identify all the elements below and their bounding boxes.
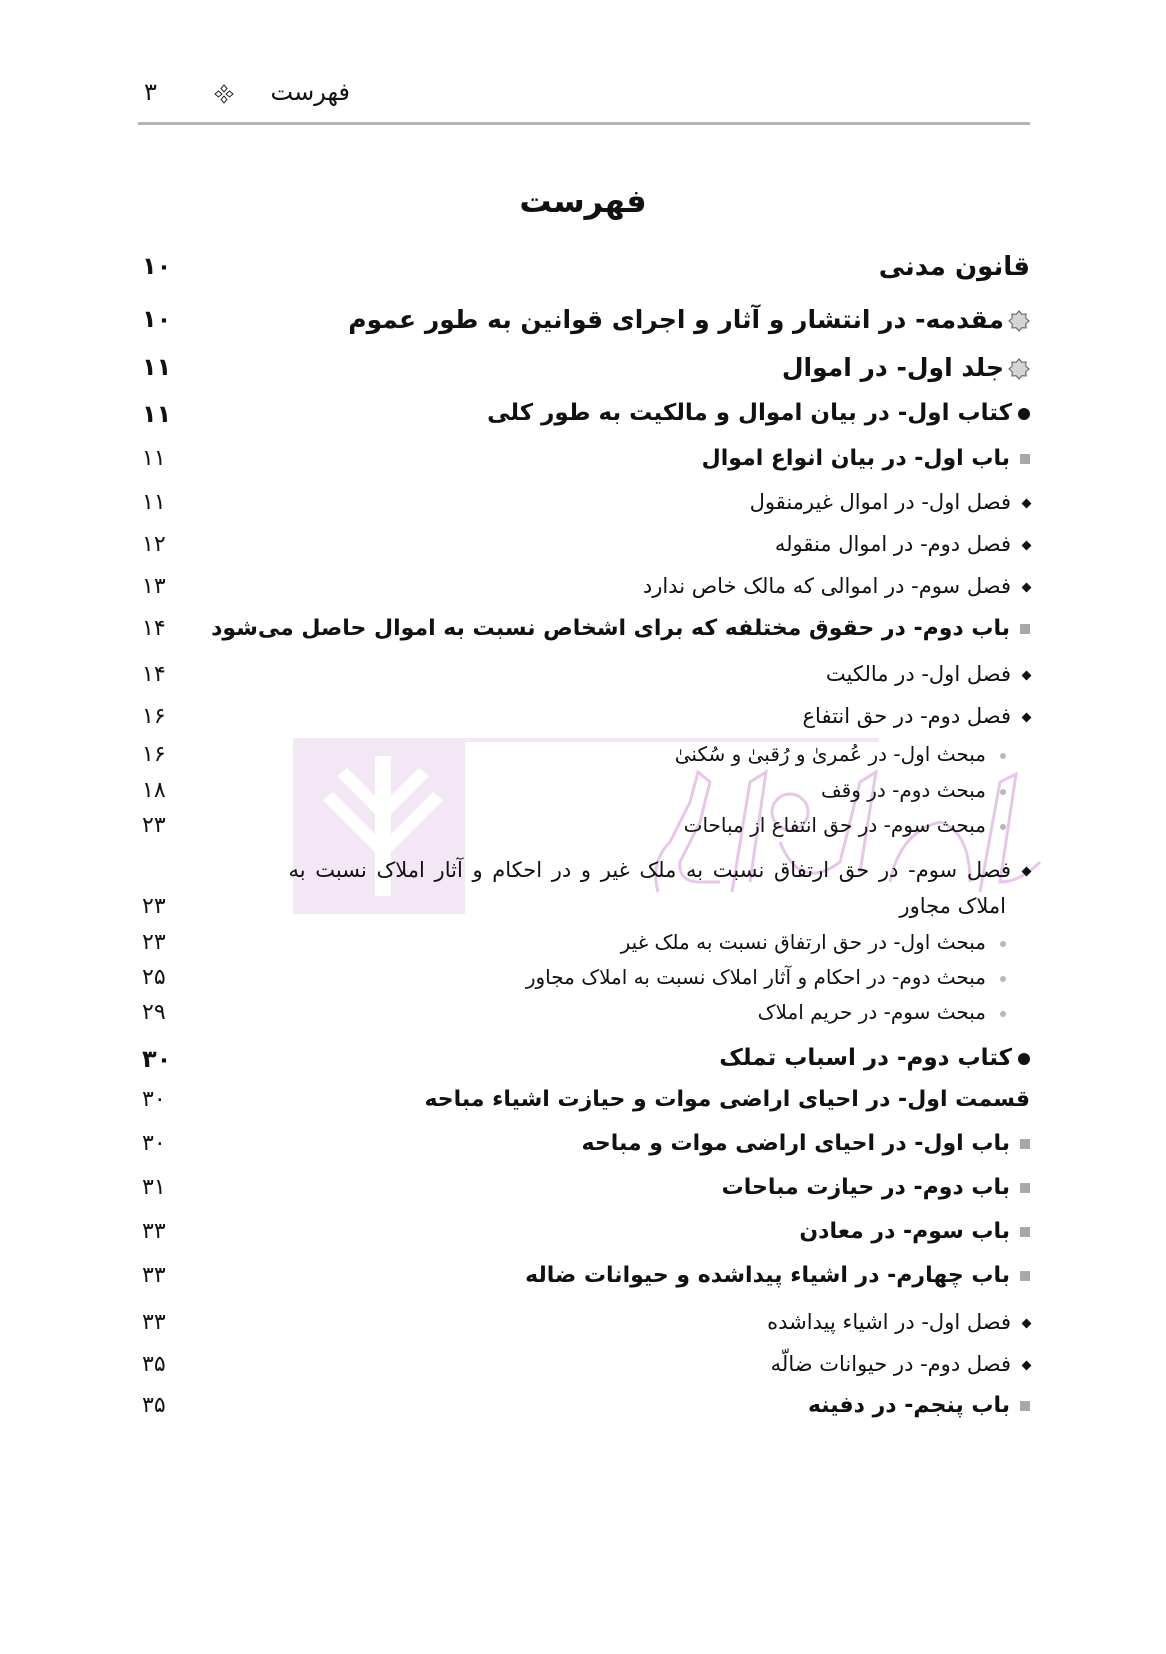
toc-entry-label: باب اول- در احیای اراضی موات و مباحه	[581, 1131, 1010, 1156]
toc-entry-label: قسمت اول- در احیای اراضی موات و حیازت اشیاء مباحه	[424, 1087, 1030, 1112]
toc-entry-label: مبحث اول- در حق ارتفاق نسبت به ملک غیر	[620, 930, 986, 954]
four-diamond-ornament-icon	[214, 84, 234, 104]
small-dot-icon	[1000, 941, 1006, 947]
small-dot-icon	[1000, 976, 1006, 982]
running-title: فهرست	[270, 78, 350, 106]
toc-entry-page: ۱۴	[142, 616, 166, 641]
toc-entry-label-continued: املاک مجاور	[899, 894, 1006, 918]
gray-square-icon	[1020, 1183, 1030, 1193]
toc-entry-page: ۱۰	[142, 305, 172, 333]
diamond-icon	[1022, 498, 1032, 508]
toc-entry-page: ۱۱	[142, 400, 172, 428]
diamond-icon	[1022, 1318, 1032, 1328]
toc-entry-label: مبحث دوم- در احکام و آثار املاک نسبت به املاک مجاور	[525, 965, 986, 989]
running-header	[138, 78, 1030, 118]
toc-entry-label: مبحث اول- در عُمریٰ و رُقبیٰ و سُکنیٰ	[674, 742, 986, 766]
toc-entry-label: جلد اول- در اموال	[781, 353, 1004, 382]
gray-square-icon	[1020, 1139, 1030, 1149]
toc-entry-label: فصل اول- در اموال غیرمنقول	[749, 490, 1011, 514]
toc-entry-label: باب سوم- در معادن	[799, 1219, 1010, 1244]
toc-entry-label: قانون مدنی	[878, 252, 1030, 282]
toc-entry-label: باب دوم- در حقوق مختلفه که برای اشخاص نسبت به اموال حاصل می‌شود	[211, 616, 1010, 641]
small-dot-icon	[1000, 789, 1006, 795]
toc-entry-page: ۱۶	[142, 742, 166, 767]
page-title: فهرست	[519, 182, 647, 220]
header-divider	[138, 122, 1030, 125]
toc-entry-label: فصل سوم- در اموالی که مالک خاص ندارد	[642, 574, 1011, 598]
toc-entry-label: کتاب دوم- در اسباب تملک	[719, 1045, 1012, 1071]
toc-entry-label: باب چهارم- در اشیاء پیداشده و حیوانات ضاله	[525, 1263, 1010, 1288]
toc-entry-page: ۳۵	[142, 1352, 166, 1377]
toc-entry-page: ۱۸	[142, 778, 166, 803]
gray-square-icon	[1020, 454, 1030, 464]
filled-circle-icon	[1018, 408, 1030, 420]
toc-entry-page: ۳۰	[142, 1087, 166, 1112]
filled-circle-icon	[1018, 1053, 1030, 1065]
gray-square-icon	[1020, 1401, 1030, 1411]
toc-entry-page: ۲۳	[142, 930, 166, 955]
toc-entry-label: باب دوم- در حیازت مباحات	[721, 1175, 1010, 1200]
toc-entry-page: ۱۱	[142, 446, 166, 471]
toc-entry-page: ۱۱	[142, 490, 166, 515]
toc-entry-label: باب پنجم- در دفینه	[807, 1393, 1010, 1418]
toc-entry-label: مبحث سوم- در حق انتفاع از مباحات	[683, 813, 986, 837]
toc-entry-label: فصل اول- در مالکیت	[825, 662, 1011, 686]
toc-entry-page: ۲۳	[142, 894, 166, 919]
gray-square-icon	[1020, 624, 1030, 634]
toc-entry-page: ۱۳	[142, 574, 166, 599]
star-octagon-icon	[1008, 310, 1030, 332]
diamond-icon	[1022, 540, 1032, 550]
toc-entry-page: ۳۰	[142, 1045, 172, 1073]
small-dot-icon	[1000, 824, 1006, 830]
toc-entry-label: فصل دوم- در اموال منقوله	[774, 532, 1011, 556]
toc-entry-label: فصل اول- در اشیاء پیداشده	[767, 1310, 1011, 1334]
toc-entry-page: ۱۱	[142, 353, 172, 381]
toc-entry-label: فصل دوم- در حیوانات ضالّه	[770, 1352, 1011, 1376]
toc-entry-page: ۲۹	[142, 1000, 166, 1025]
toc-entry-label: فصل دوم- در حق انتفاع	[802, 704, 1011, 728]
toc-entry-page: ۳۰	[142, 1131, 166, 1156]
gray-square-icon	[1020, 1271, 1030, 1281]
small-dot-icon	[1000, 1011, 1006, 1017]
toc-entry-page: ۱۶	[142, 704, 166, 729]
diamond-icon	[1022, 670, 1032, 680]
small-dot-icon	[1000, 753, 1006, 759]
toc-entry-label: فصل سوم- در حق ارتفاق نسبت به ملک غیر و در احکام و آثار املاک نسبت به	[288, 858, 1011, 882]
toc-entry-label: مقدمه- در انتشار و آثار و اجرای قوانین به طور عموم	[348, 305, 1004, 334]
toc-entry-label: مبحث سوم- در حریم املاک	[757, 1000, 986, 1024]
toc-entry-page: ۳۳	[142, 1219, 166, 1244]
diamond-icon	[1022, 866, 1032, 876]
toc-entry-page: ۳۳	[142, 1310, 166, 1335]
diamond-icon	[1022, 712, 1032, 722]
toc-entry-page: ۱۰	[142, 252, 172, 280]
toc-entry-page: ۲۵	[142, 965, 166, 990]
toc-entry-page: ۲۳	[142, 813, 166, 838]
toc-entry-label: مبحث دوم- در وقف	[820, 778, 986, 802]
gray-square-icon	[1020, 1227, 1030, 1237]
star-octagon-icon	[1008, 358, 1030, 380]
toc-entry[interactable]	[138, 858, 1030, 934]
toc-entry-page: ۳۵	[142, 1393, 166, 1418]
diamond-icon	[1022, 1360, 1032, 1370]
toc-entry-page: ۱۲	[142, 532, 166, 557]
diamond-icon	[1022, 582, 1032, 592]
toc-entry-page: ۱۴	[142, 662, 166, 687]
toc-entry-page: ۳۱	[142, 1175, 166, 1200]
toc-entry-page: ۳۳	[142, 1263, 166, 1288]
toc-entry-label: کتاب اول- در بیان اموال و مالکیت به طور کلی	[487, 400, 1012, 426]
page-number: ۳	[144, 78, 157, 106]
toc-entry-label: باب اول- در بیان انواع اموال	[701, 446, 1010, 471]
